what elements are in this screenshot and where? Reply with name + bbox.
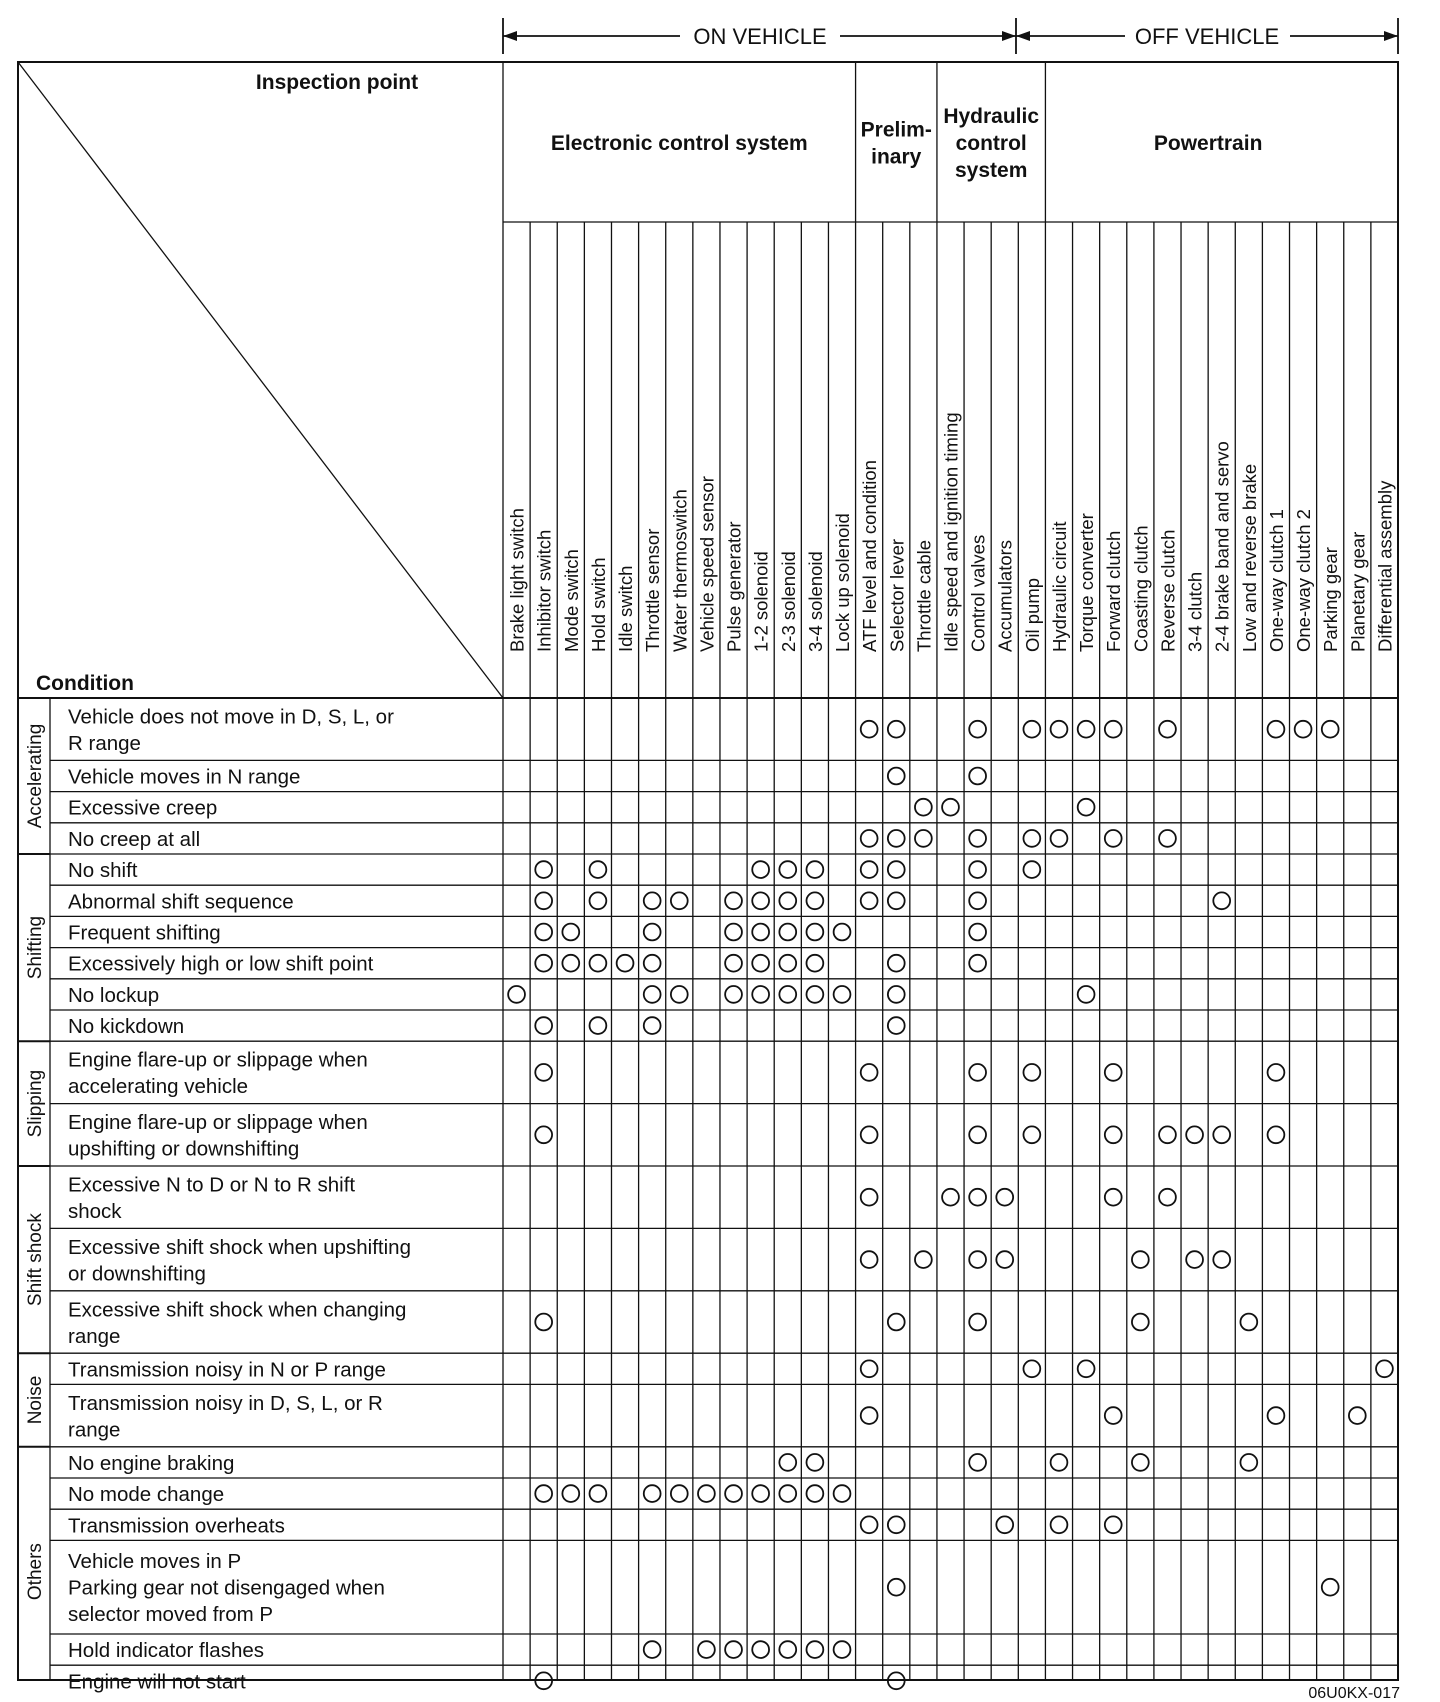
column-label: Pulse generator [723,521,745,652]
check-mark [535,1485,552,1502]
check-mark [1295,721,1312,738]
condition-text: Parking gear not disengaged when [68,1576,385,1600]
condition-text: Excessive shift shock when changing [68,1298,407,1322]
check-mark [779,861,796,878]
check-mark [861,1064,878,1081]
check-mark [535,1064,552,1081]
condition-text: No lockup [68,983,160,1007]
condition-text: Vehicle moves in N range [68,765,301,789]
condition-text: Engine flare-up or slippage when [68,1048,368,1072]
check-mark [590,955,607,972]
check-mark [806,1485,823,1502]
check-mark [1349,1407,1366,1424]
column-label: 2-4 brake band and servo [1211,441,1233,652]
condition-text: No creep at all [68,827,201,851]
check-mark [969,1064,986,1081]
arrowhead-right [1384,31,1398,41]
group-label: Powertrain [1153,132,1263,155]
check-mark [1023,721,1040,738]
column-label: Throttle sensor [642,528,664,652]
check-mark [861,1516,878,1533]
check-mark [1268,1064,1285,1081]
column-label: Selector lever [886,538,908,652]
check-mark [1186,1126,1203,1143]
check-mark [834,986,851,1003]
column-label: Oil pump [1021,577,1043,652]
check-mark [806,861,823,878]
column-label: Mode switch [560,549,582,652]
check-mark [535,1017,552,1034]
check-mark [1322,1579,1339,1596]
check-mark [1051,1454,1068,1471]
check-mark [752,861,769,878]
table-frame [18,62,1398,1680]
check-mark [562,1485,579,1502]
check-mark [562,955,579,972]
check-mark [1023,1126,1040,1143]
check-mark [888,1017,905,1034]
column-label: 2-3 solenoid [777,551,799,652]
category-label: Noise [25,1375,46,1425]
check-mark [861,861,878,878]
check-mark [752,986,769,1003]
group-label: Electronic control system [550,132,808,155]
check-mark [779,924,796,941]
condition-text: R range [68,731,141,755]
check-mark [1078,799,1095,816]
check-mark [1105,1516,1122,1533]
column-label: Forward clutch [1103,530,1125,652]
condition-text: Excessively high or low shift point [68,952,374,976]
check-mark [996,1251,1013,1268]
check-mark [1051,830,1068,847]
check-mark [834,1485,851,1502]
check-mark [861,892,878,909]
column-label: Vehicle speed sensor [696,476,718,652]
check-mark [590,861,607,878]
check-mark [535,1126,552,1143]
group-label: inary [871,145,922,169]
check-mark [888,986,905,1003]
check-mark [1051,721,1068,738]
condition-text: Frequent shifting [68,921,221,945]
check-mark [996,1189,1013,1206]
category-label: Slipping [25,1069,46,1138]
check-mark [752,955,769,972]
check-mark [1023,1064,1040,1081]
column-label: Water thermoswitch [669,489,691,652]
check-mark [1213,1251,1230,1268]
check-mark [969,721,986,738]
column-label: Idle speed and ignition timing [940,412,962,652]
check-mark [779,1485,796,1502]
check-mark [1159,721,1176,738]
column-label: One-way clutch 1 [1265,509,1287,652]
check-mark [752,892,769,909]
check-mark [1105,1407,1122,1424]
check-mark [725,986,742,1003]
column-label: Coasting clutch [1130,525,1152,652]
column-label: Inhibitor switch [533,529,555,652]
condition-text: Transmission noisy in D, S, L, or R [68,1391,383,1415]
column-label: Torque converter [1076,513,1098,652]
check-mark [1078,1360,1095,1377]
column-label: 3-4 clutch [1184,571,1206,652]
column-label: Control valves [967,534,989,652]
check-mark [969,768,986,785]
check-mark [888,955,905,972]
check-mark [671,986,688,1003]
check-mark [1105,1064,1122,1081]
check-mark [1268,721,1285,738]
group-label: Prelim- [860,118,932,142]
condition-text: selector moved from P [68,1603,274,1627]
check-mark [617,955,634,972]
check-mark [1132,1454,1149,1471]
condition-text: upshifting or downshifting [68,1137,300,1161]
check-mark [1023,1360,1040,1377]
check-mark [1023,861,1040,878]
check-mark [1078,721,1095,738]
check-mark [725,1641,742,1658]
check-mark [1105,1189,1122,1206]
check-mark [996,1516,1013,1533]
check-mark [1159,1126,1176,1143]
check-mark [1105,721,1122,738]
condition-text: No mode change [68,1483,225,1507]
check-mark [725,1485,742,1502]
check-mark [725,955,742,972]
check-mark [969,830,986,847]
column-label: Parking gear [1320,547,1342,652]
check-mark [1322,721,1339,738]
check-mark [806,924,823,941]
on-vehicle-label: ON VEHICLE [693,24,827,49]
check-mark [915,799,932,816]
check-mark [806,955,823,972]
condition-text: Vehicle does not move in D, S, L, or [68,705,394,729]
condition-label: Condition [36,672,134,695]
check-mark [644,892,661,909]
check-mark [508,986,525,1003]
column-label: 3-4 solenoid [804,551,826,652]
check-mark [888,768,905,785]
check-mark [888,861,905,878]
condition-text: No shift [68,859,138,883]
check-mark [1132,1314,1149,1331]
check-mark [590,1017,607,1034]
check-mark [888,1579,905,1596]
check-mark [1268,1407,1285,1424]
check-mark [698,1641,715,1658]
check-mark [671,1485,688,1502]
check-mark [915,1251,932,1268]
figure-code: 06U0KX-017 [1308,1685,1400,1702]
check-mark [535,955,552,972]
check-mark [535,861,552,878]
check-mark [1376,1360,1393,1377]
check-mark [888,721,905,738]
check-mark [1105,1126,1122,1143]
check-mark [644,955,661,972]
column-label: Accumulators [994,539,1016,652]
condition-text: Engine flare-up or slippage when [68,1111,368,1135]
check-mark [1132,1251,1149,1268]
column-label: 1-2 solenoid [750,551,772,652]
check-mark [861,1189,878,1206]
check-mark [942,1189,959,1206]
condition-text: Transmission overheats [68,1514,285,1538]
column-label: Lock up solenoid [832,513,854,652]
check-mark [1159,1189,1176,1206]
condition-text: range [68,1324,121,1348]
check-mark [698,1485,715,1502]
check-mark [888,1314,905,1331]
condition-text: Hold indicator flashes [68,1639,264,1663]
check-mark [834,1641,851,1658]
condition-text: Excessive creep [68,796,218,820]
check-mark [861,830,878,847]
check-mark [1213,892,1230,909]
condition-text: Transmission noisy in N or P range [68,1358,386,1382]
category-label: Shifting [25,915,46,980]
condition-text: Abnormal shift sequence [68,890,294,914]
column-label: Idle switch [615,565,637,652]
check-mark [779,1641,796,1658]
check-mark [725,924,742,941]
column-label: ATF level and condition [859,460,881,652]
column-label: Low and reverse brake [1238,463,1260,652]
check-mark [535,924,552,941]
condition-text: or downshifting [68,1262,206,1286]
check-mark [969,1189,986,1206]
condition-text: Excessive N to D or N to R shift [68,1173,356,1197]
column-label: Planetary gear [1347,531,1369,652]
off-vehicle-label: OFF VEHICLE [1134,24,1280,49]
arrowhead-left [503,31,517,41]
condition-text: range [68,1418,121,1442]
check-mark [1268,1126,1285,1143]
check-mark [644,924,661,941]
check-mark [752,1485,769,1502]
check-mark [590,1485,607,1502]
check-mark [1159,830,1176,847]
condition-text: No engine braking [68,1451,235,1475]
check-mark [1078,986,1095,1003]
check-mark [834,924,851,941]
check-mark [1023,830,1040,847]
group-label: control [955,132,1027,155]
check-mark [888,892,905,909]
check-mark [671,892,688,909]
check-mark [644,1641,661,1658]
check-mark [752,1641,769,1658]
check-mark [861,1126,878,1143]
column-label: Hold switch [587,557,609,652]
check-mark [969,924,986,941]
column-label: Differential assembly [1374,480,1396,652]
check-mark [861,1251,878,1268]
check-mark [969,1314,986,1331]
check-mark [888,830,905,847]
check-mark [644,986,661,1003]
check-mark [1213,1126,1230,1143]
check-mark [969,892,986,909]
condition-text: shock [68,1199,122,1223]
check-mark [590,892,607,909]
check-mark [861,1407,878,1424]
check-mark [969,1454,986,1471]
check-mark [562,924,579,941]
check-mark [806,986,823,1003]
check-mark [806,1641,823,1658]
column-label: One-way clutch 2 [1293,509,1315,652]
check-mark [779,1454,796,1471]
column-label: Hydraulic circuit [1048,521,1070,652]
arrowhead-mid-left [1002,31,1016,41]
condition-text: Engine will not start [68,1670,246,1694]
check-mark [752,924,769,941]
check-mark [888,1516,905,1533]
check-mark [1105,830,1122,847]
check-mark [779,955,796,972]
check-mark [942,799,959,816]
check-mark [969,1251,986,1268]
check-mark [1186,1251,1203,1268]
check-mark [644,1485,661,1502]
category-label: Shift shock [25,1213,46,1307]
check-mark [915,830,932,847]
condition-text: accelerating vehicle [68,1075,249,1099]
check-mark [535,892,552,909]
corner-diagonal [18,62,503,698]
column-label: Brake light switch [506,508,528,652]
check-mark [1051,1516,1068,1533]
column-label: Reverse clutch [1157,529,1179,652]
check-mark [1240,1314,1257,1331]
check-mark [725,892,742,909]
check-mark [806,892,823,909]
arrowhead-mid-right [1016,31,1030,41]
check-mark [779,986,796,1003]
group-label: Hydraulic [943,105,1040,128]
check-mark [969,861,986,878]
check-mark [806,1454,823,1471]
inspection-point-label: Inspection point [255,71,419,94]
condition-text: Vehicle moves in P [68,1550,242,1574]
check-mark [644,1017,661,1034]
check-mark [1240,1454,1257,1471]
category-label: Accelerating [25,723,46,829]
column-label: Throttle cable [913,539,935,652]
check-mark [861,721,878,738]
check-mark [969,955,986,972]
condition-text: No kickdown [68,1015,185,1039]
category-label: Others [25,1543,46,1601]
condition-text: Excessive shift shock when upshifting [68,1235,411,1259]
check-mark [969,1126,986,1143]
check-mark [861,1360,878,1377]
check-mark [535,1314,552,1331]
group-label: system [954,159,1028,182]
check-mark [779,892,796,909]
